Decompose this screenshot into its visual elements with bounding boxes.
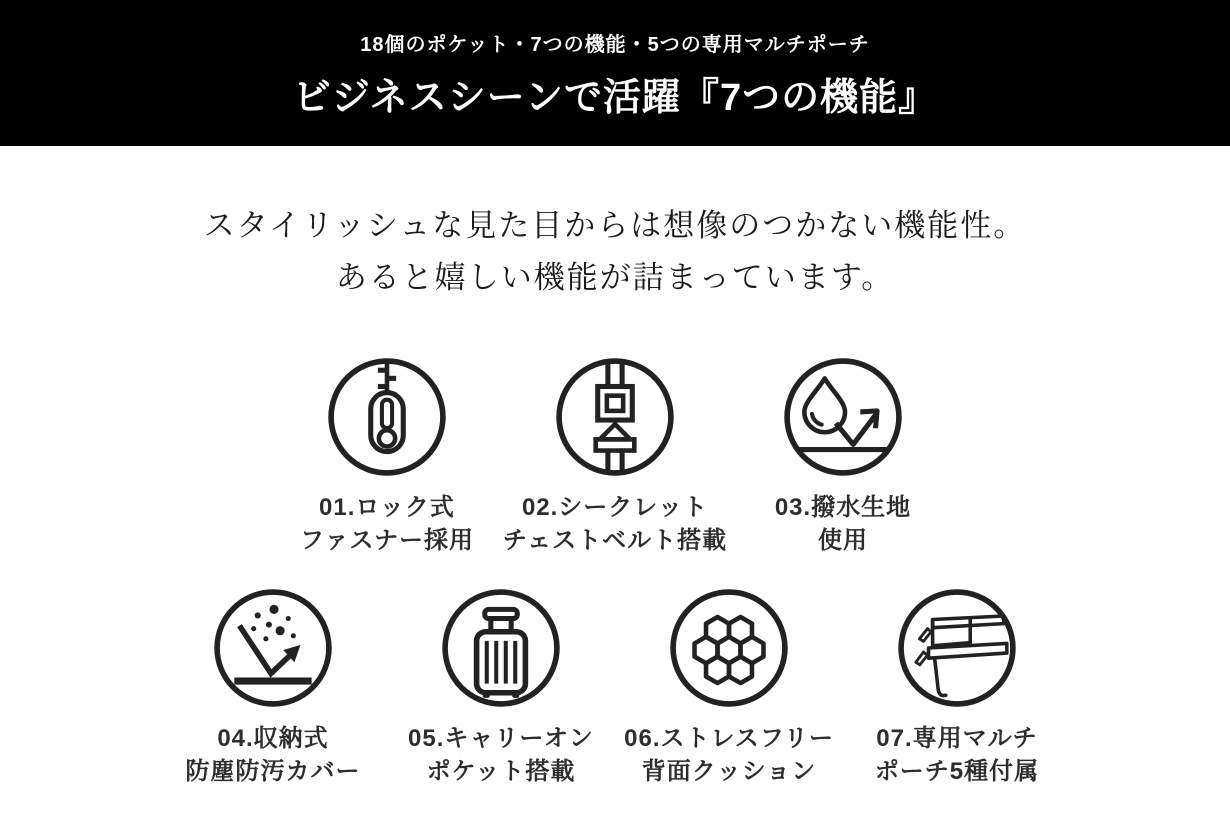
feature-caption-line1: 04.収納式 [217,725,329,752]
water-repellent-icon [782,356,904,478]
feature-caption-line1: 07.専用マルチ [876,725,1038,752]
carry-on-suitcase-icon [440,587,562,709]
dust-proof-cover-icon [212,587,334,709]
feature-05-carry-on [387,587,615,788]
feature-04-dust-cover [159,587,387,788]
feature-06-back-cushion [615,587,843,788]
zipper-icon [326,356,448,478]
feature-grid [0,356,1230,788]
feature-caption-line1: 01.ロック式 [319,494,455,521]
feature-caption [624,722,834,788]
page-title: ビジネスシーンで活躍『7つの機能』 [292,76,938,119]
feature-row-1 [0,356,1230,557]
header-subtitle: 18個のポケット・7つの機能・5つの専用マルチポーチ [360,33,870,56]
feature-caption [186,722,361,788]
multi-pouch-icon [896,587,1018,709]
feature-caption-line2: 使用 [818,527,868,554]
feature-caption-line1: 02.シークレット [521,494,709,521]
feature-row-2 [0,587,1230,788]
intro-line1: スタイリッシュな見た目からは想像のつかない機能性。 [203,208,1027,243]
feature-03-water-repellent [729,356,957,557]
intro-text [0,200,1230,304]
feature-02-chest-belt [501,356,729,557]
chest-belt-icon [554,356,676,478]
feature-caption-line2: ファスナー採用 [299,527,475,554]
feature-caption-line2: 背面クッション [641,758,817,785]
feature-caption-line1: 05.キャリーオン [408,725,594,752]
feature-caption-line2: ポケット搭載 [426,758,576,785]
feature-caption [775,491,911,557]
feature-caption-line1: 03.撥水生地 [774,494,912,521]
header-banner [0,0,1230,146]
intro-line2: あると嬉しい機能が詰まっています。 [335,260,895,295]
feature-caption [503,491,727,557]
feature-caption [875,722,1039,788]
feature-caption-line1: 06.ストレスフリー [624,725,834,752]
feature-caption [408,722,594,788]
feature-01-lock-zipper [273,356,501,557]
feature-caption-line2: チェストベルト搭載 [502,527,728,554]
feature-caption [300,491,474,557]
feature-07-multi-pouch [843,587,1071,788]
honeycomb-cushion-icon [668,587,790,709]
feature-caption-line2: ポーチ5種付属 [874,758,1040,785]
feature-caption-line2: 防塵防汚カバー [185,758,361,785]
